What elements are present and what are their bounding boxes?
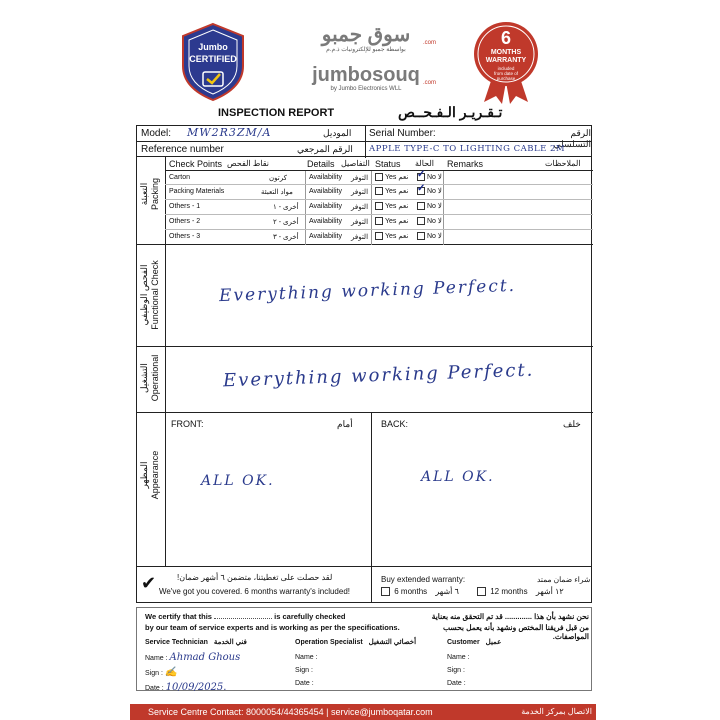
yes-checkbox[interactable]: Yes نعم [375,217,408,225]
warranty-months: MONTHS [490,49,522,56]
no-checkbox[interactable]: ✓ No لا [417,173,442,181]
customer-label-ar: عميل [485,639,502,646]
checkbox-icon [381,587,390,596]
operation-block: Operation Specialist أخصائي التشغيل Name : Sign : Date : [295,639,417,687]
footer-contact: Service Centre Contact: 8000054/44365454 | service@jumboqatar.com [148,707,433,717]
page-title-ar: تـقـريـر الـفـحــص [398,104,503,120]
warranty-row [136,567,592,603]
check-points-header: Check Points [169,159,223,169]
checkmark-icon [417,187,425,195]
yes-checkbox[interactable]: Yes نعم [375,232,408,240]
badge-line2: CERTIFIED [189,54,237,64]
yes-checkbox[interactable]: Yes نعم [375,202,408,210]
jumbo-certified-badge [181,22,245,102]
model-label: Model: [141,128,172,139]
logo-en-com: .com [422,80,436,86]
operation-label: Operation Specialist [295,639,363,646]
packing-rows [165,171,593,245]
packing-row-4 [165,230,593,245]
packing-label: Packing [150,177,160,211]
appearance-divider [371,413,372,567]
packing-row-1 [165,185,593,200]
front-label-ar: أمام [337,419,353,429]
checkbox-icon [375,232,383,240]
functional-note: Everything working Perfect. [218,275,517,307]
check-points-header-ar: نقاط الفحص [227,159,270,168]
no-checkbox[interactable]: No لا [417,202,442,210]
warranty-included: included [497,66,515,71]
footer-bar [130,704,596,720]
technician-block: Service Technician فني الخدمة Name : Ahmad Ghous Sign : ✍ Date : 10/09/2025. [145,639,247,693]
details-header-ar: التفاصيل [341,159,370,168]
packing-row-2 [165,200,593,215]
checkbox-icon [417,217,425,225]
warranty-6-months-checkbox[interactable]: 6 months ٦ أشهر [381,587,459,596]
reference-label: Reference number [141,144,224,155]
details-header: Details [307,159,335,169]
packing-item-name-ar: أخرى - ٢ [273,219,299,226]
operation-name-label: Name [295,654,314,661]
covered-text: We've got you covered. 6 months warranty's included! [159,587,351,596]
checkbox-icon [375,187,383,195]
packing-item-detail: Availability [309,174,342,181]
appearance-section [137,413,593,567]
certify-ar-line2: من قبل فريقنا المختص ونشهد بأنه يعمل بحسب المواصفات. [443,623,589,641]
badge-line1: Jumbo [198,42,228,52]
reference-divider [365,142,366,158]
warranty-from: from date of [493,71,518,76]
back-label: BACK: [381,419,409,429]
no-checkbox[interactable]: No لا [417,232,442,240]
certify-line2: by our team of service experts and is working as per the specifications. [145,623,400,632]
certify-line1: We certify that this is carefully checked [145,612,346,621]
model-value: MW2R3ZM/A [187,126,272,139]
technician-label-ar: فني الخدمة [213,639,247,646]
customer-label: Customer [447,639,480,646]
customer-block: Customer عميل Name : Sign : Date : [447,639,502,687]
packing-item-detail: Availability [309,233,342,240]
covered-text-ar: لقد حصلت على تغطيتنا، متضمن ٦ أشهر ضمان! [177,573,333,582]
packing-item-detail-ar: التوفر [351,189,369,196]
packing-item-detail-ar: التوفر [351,219,369,226]
packing-item-name-ar: كرتون [269,175,287,182]
checkbox-icon [417,202,425,210]
logo-ar-text: سوق جمبو [321,24,411,46]
technician-date-label: Date [145,685,160,692]
warranty-purchase: purchase [496,76,516,81]
packing-item-name: Carton [169,174,191,181]
yes-checkbox[interactable]: Yes نعم [375,187,408,195]
back-note: ALL OK. [421,469,495,485]
operation-label-ar: أخصائي التشغيل [368,639,417,646]
yes-checkbox[interactable]: Yes نعم [375,173,408,181]
reference-value: APPLE TYPE-C TO LIGHTING CABLE 2M [369,144,566,154]
model-label-ar: الموديل [323,128,352,138]
warranty-number: 6 [500,28,511,48]
functional-label-ar: الفحص الوظيفي [139,264,149,326]
operational-label: Operational [150,354,160,402]
warranty-12-months-checkbox[interactable]: 12 months ١٢ أشهر [477,587,564,596]
packing-item-detail-ar: التوفر [351,175,369,182]
buy-warranty-label: Buy extended warranty: [381,575,466,584]
technician-label: Service Technician [145,639,208,646]
logo-en-sub: by Jumbo Electronics WLL [330,86,402,92]
checkmark-icon: ✔ [141,573,157,593]
signature-mark: ✍ [164,667,178,678]
logo-ar-com: .com [422,40,436,46]
jumbosouq-ar-logo [296,24,436,60]
logo-en-text: jumbosouq [312,64,420,86]
packing-item-name: Others - 3 [169,233,201,240]
packing-item-detail-ar: التوفر [351,204,369,211]
buy-warranty-label-ar: شراء ضمان ممتد [537,575,591,584]
remarks-header-ar: الملاحظات [545,159,581,168]
packing-item-name-ar: مواد التعبئة [261,189,293,196]
status-header: Status [375,159,401,169]
packing-item-name-ar: أخرى - ٣ [273,234,299,241]
front-label: FRONT: [171,419,204,429]
reference-field-row [136,141,592,157]
warranty-word: WARRANTY [485,57,527,64]
customer-sign-label: Sign [447,667,462,674]
serial-label: Serial Number: [369,128,436,139]
footer-contact-ar: الاتصال بمركز الخدمة [521,707,592,716]
technician-name-value: Ahmad Ghous [169,652,241,663]
checkbox-icon [375,217,383,225]
no-checkbox[interactable]: ✓ No لا [417,187,442,195]
technician-sign-label: Sign [145,670,160,677]
packing-row-0 [165,171,593,185]
jumbosouq-en-logo [296,64,436,100]
reference-label-ar: الرقم المرجعي [297,144,353,154]
packing-section-label [137,171,165,245]
checkbox-icon [417,232,425,240]
packing-item-detail: Availability [309,203,342,210]
packing-item-name: Others - 2 [169,218,201,225]
appearance-label-ar: المظهر [139,461,149,489]
warranty-divider [371,567,372,603]
packing-item-detail: Availability [309,188,342,195]
operational-section [137,347,593,413]
customer-date-label: Date [447,680,462,687]
certify-ar-line1: نحن نشهد بأن هذا ............. قد تم التحقق منه بعناية [431,612,589,621]
checkmark-icon [417,173,425,181]
packing-item-detail: Availability [309,218,342,225]
status-header-ar: الحالة [415,159,434,168]
front-note: ALL OK. [201,473,275,489]
checks-header-row [165,157,593,171]
packing-item-name: Packing Materials [169,188,225,195]
packing-label-ar: التعبئة [139,182,149,206]
functional-section [137,245,593,347]
technician-date-value: 10/09/2025. [165,682,227,693]
checkbox-icon [375,173,383,181]
packing-item-name-ar: أخرى - ١ [273,204,299,211]
packing-item-detail-ar: التوفر [351,234,369,241]
certify-section [136,607,592,691]
customer-name-label: Name [447,654,466,661]
operation-date-label: Date [295,680,310,687]
model-divider [365,126,366,142]
operation-sign-label: Sign [295,667,310,674]
inspection-table [136,157,592,567]
operational-label-ar: التشغيل [139,363,149,393]
packing-row-3 [165,215,593,230]
checkbox-icon [375,202,383,210]
functional-label: Functional Check [150,260,160,330]
operational-note: Everything working Perfect. [222,359,535,392]
serial-label-ar: الرقم التسلسلي [553,128,591,149]
packing-item-name: Others - 1 [169,203,201,210]
no-checkbox[interactable]: No لا [417,217,442,225]
warranty-badge [472,20,540,104]
back-label-ar: خلف [563,419,581,429]
page-title: INSPECTION REPORT [218,107,335,119]
appearance-label: Appearance [150,450,160,500]
remarks-header: Remarks [447,159,484,169]
checkbox-icon [477,587,486,596]
technician-name-label: Name [145,655,164,662]
logo-ar-sub: بواسطة جمبو للإلكترونيات ذ.م.م [326,47,406,53]
